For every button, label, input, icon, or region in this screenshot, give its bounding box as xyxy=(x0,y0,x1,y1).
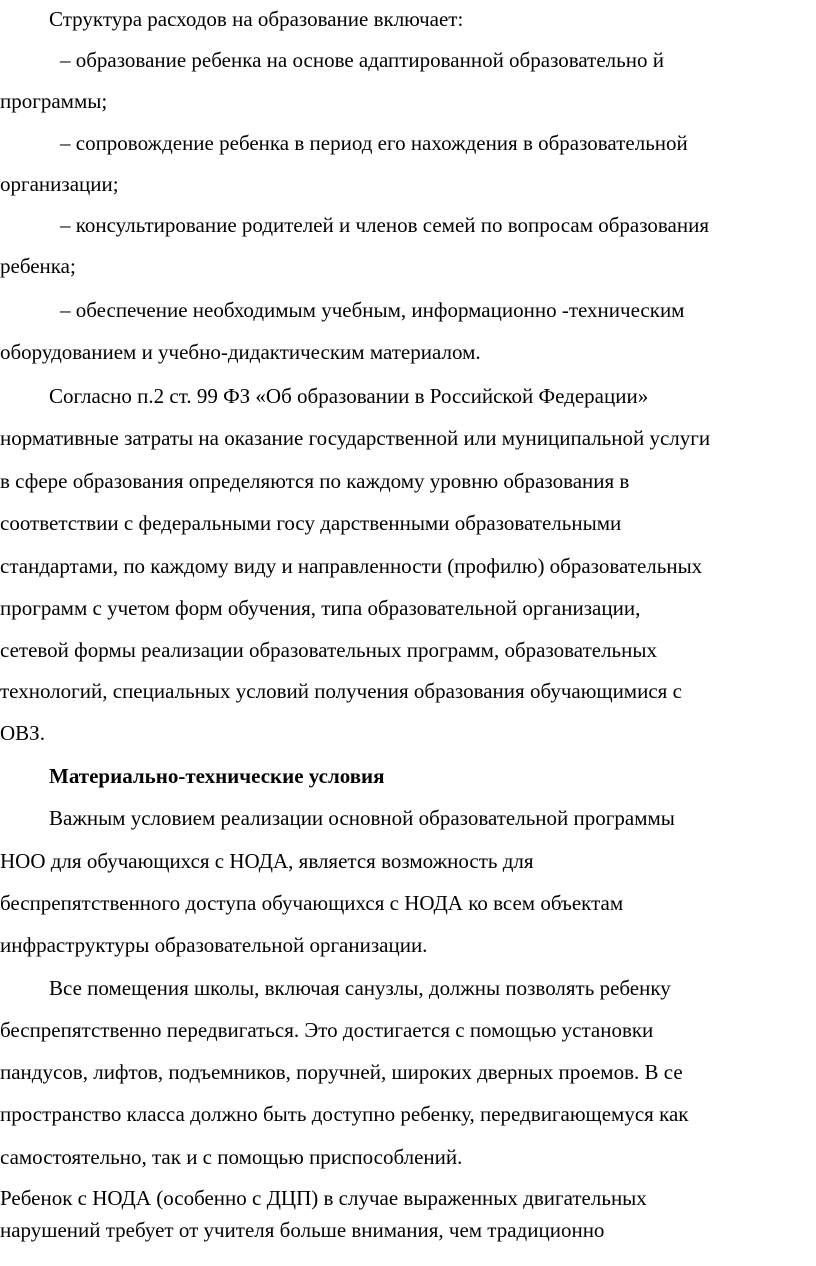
text-line: ребенка; xyxy=(0,254,76,278)
text-line: самостоятельно, так и с помощью приспособлений. xyxy=(0,1145,463,1169)
text-line: пандусов, лифтов, подъемников, поручней, широких дверных проемов. В се xyxy=(0,1060,683,1084)
paragraph-first-line: Согласно п.2 ст. 99 ФЗ «Об образовании в Российской Федерации» xyxy=(49,384,649,408)
text-line: программ с учетом форм обучения, типа образовательной организации, xyxy=(0,596,641,620)
text-line: нормативные затраты на оказание государственной или муниципальной услуги xyxy=(0,426,711,450)
list-item-text: – обеспечение необходимым учебным, информационно -техническим xyxy=(60,298,685,322)
text-line: пространство класса должно быть доступно ребенку, передвигающемуся как xyxy=(0,1102,689,1126)
paragraph-first-line: Важным условием реализации основной образовательной программы xyxy=(49,806,675,830)
section-heading: Материально-технические условия xyxy=(49,764,385,788)
text-line: беспрепятственного доступа обучающихся с НОДА ко всем объектам xyxy=(0,891,624,915)
paragraph-first-line: Ребенок с НОДА (особенно с ДЦП) в случае выраженных двигательных xyxy=(0,1186,647,1210)
text-line: оборудованием и учебно-дидактическим материалом. xyxy=(0,340,481,364)
text-line: нарушений требует от учителя больше внимания, чем традиционно xyxy=(0,1218,605,1242)
text-line: программы; xyxy=(0,89,108,113)
list-item-text: – образование ребенка на основе адаптированной образовательно й xyxy=(60,48,664,72)
text-line: беспрепятственно передвигаться. Это достигается с помощью установки xyxy=(0,1018,654,1042)
text-line: соответствии с федеральными госу дарственными образовательными xyxy=(0,511,622,535)
text-line: технологий, специальных условий получения образования обучающимися с xyxy=(0,679,682,703)
paragraph-first-line: Все помещения школы, включая санузлы, должны позволять ребенку xyxy=(49,976,671,1000)
list-item-text: – сопровождение ребенка в период его нахождения в образовательной xyxy=(60,131,688,155)
text-line: ОВЗ. xyxy=(0,721,45,745)
text-line: стандартами, по каждому виду и направленности (профилю) образовательных xyxy=(0,554,703,578)
text-line: Структура расходов на образование включает: xyxy=(49,7,464,31)
list-item-text: – консультирование родителей и членов семей по вопросам образования xyxy=(60,213,710,237)
text-line: организации; xyxy=(0,172,119,196)
text-line: НОО для обучающихся с НОДА, является возможность для xyxy=(0,849,534,873)
text-line: в сфере образования определяются по каждому уровню образования в xyxy=(0,469,630,493)
text-line: сетевой формы реализации образовательных программ, образовательных xyxy=(0,638,657,662)
text-line: инфраструктуры образовательной организации. xyxy=(0,933,428,957)
